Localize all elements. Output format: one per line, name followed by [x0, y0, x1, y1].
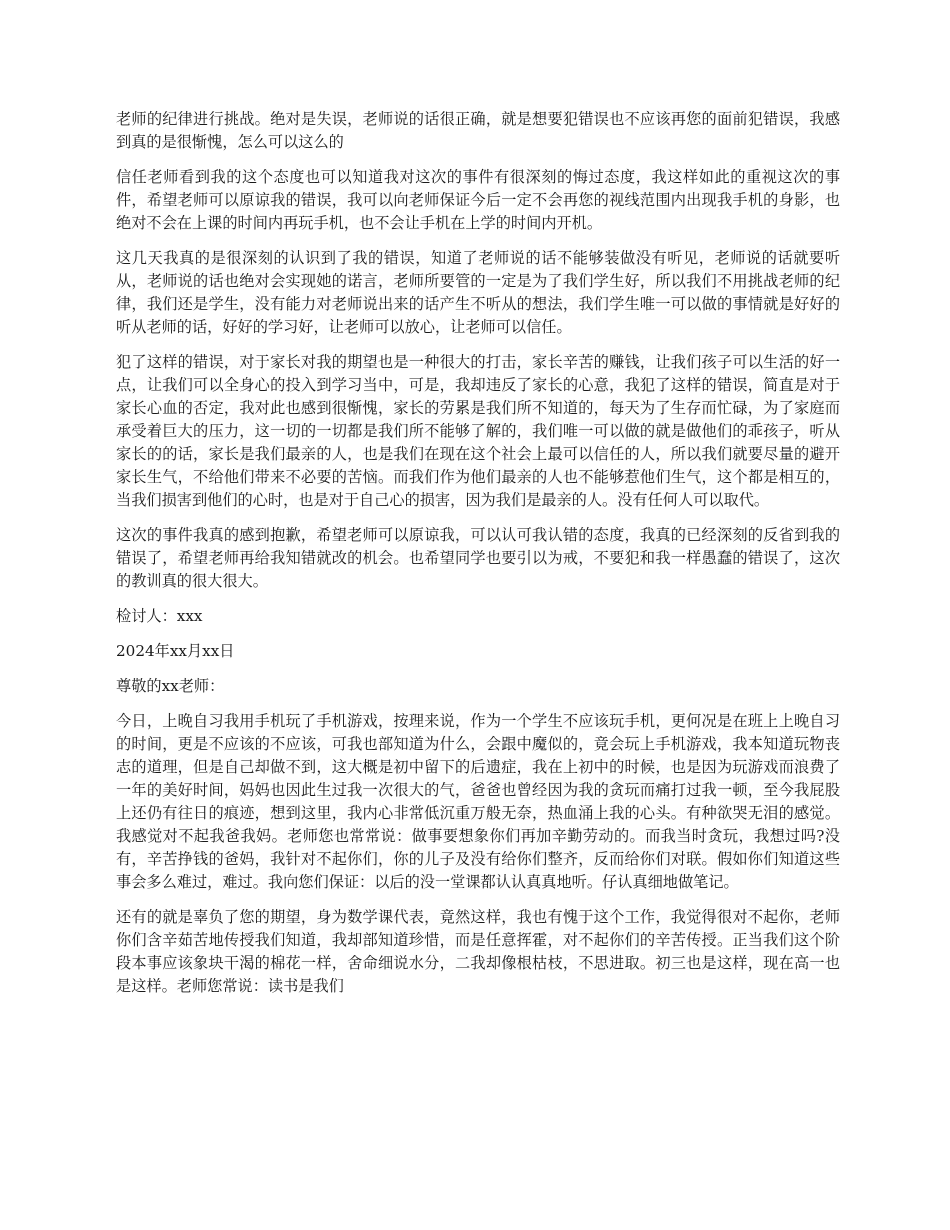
paragraph-sorry: 这次的事件我真的感到抱歉，希望老师可以原谅我，可以认可我认错的态度，我真的已经深刻的反省到我的错误了，希望老师再给我知错就改的机会。也希望同学也要引以为戒，不要犯和我一样愚蠢的错误了，这次的教训真的很大很大。 — [116, 526, 840, 590]
salutation: 尊敬的xx老师： — [116, 677, 225, 695]
signature-line: 检讨人：xxx — [116, 607, 203, 625]
paragraph-expectations: 还有的就是辜负了您的期望，身为数学课代表，竟然这样，我也有愧于这个工作，我觉得很对不起你，老师你们含辛茹苦地传授我们知道，我却部知道珍惜，而是任意挥霍，对不起你们的辛苦传授。正当我们这个阶段本事应该象块干渴的棉花一样，舍命细说水分，二我却像根枯枝，不思进取。初三也是这样，现在高一也是这样。老师您常说：读书是我们 — [116, 908, 840, 995]
paragraph-trust: 信任老师看到我的这个态度也可以知道我对这次的事件有很深刻的悔过态度，我这样如此的重视这次的事件，希望老师可以原谅我的错误，我可以向老师保证今后一定不会再您的视线范围内出现我手机的身影，也绝对不会在上课的时间内再玩手机，也不会让手机在上学的时间内开机。 — [116, 168, 840, 232]
date-line: 2024年xx月xx日 — [116, 642, 235, 660]
paragraph-parents: 犯了这样的错误，对于家长对我的期望也是一种很大的打击，家长辛苦的赚钱，让我们孩子可以生活的好一点，让我们可以全身心的投入到学习当中，可是，我却违反了家长的心意，我犯了这样的错误，简直是对于家长心血的否定，我对此也感到很惭愧，家长的劳累是我们所不知道的，每天为了生存而忙碌，为了家庭而承受着巨大的压力，这一切的一切都是我们所不能够了解的，我们唯一可以做的就是做他们的乖孩子，听从家长的的话，家长是我们最亲的人，也是我们在现在这个社会上最可以信任的人，所以我们就要尽量的避开家长生气，不给他们带来不必要的苦恼。而我们作为他们最亲的人也不能够惹他们生气，这个都是相互的，当我们损害到他们的心时，也是对于自己心的损害，因为我们是最亲的人。没有任何人可以取代。 — [116, 353, 840, 509]
document-body — [116, 108, 840, 1010]
paragraph-recognition: 这几天我真的是很深刻的认识到了我的错误，知道了老师说的话不能够装做没有听见，老师说的话就要听从，老师说的话也绝对会实现她的诺言，老师所要管的一定是为了我们学生好，所以我们不用挑战老师的纪律，我们还是学生，没有能力对老师说出来的话产生不听从的想法，我们学生唯一可以做的事情就是好好的听从老师的话，好好的学习好，让老师可以放心，让老师可以信任。 — [116, 249, 840, 336]
paragraph-apology-intro: 老师的纪律进行挑战。绝对是失误，老师说的话很正确，就是想要犯错误也不应该再您的面前犯错误，我感到真的是很惭愧，怎么可以这么的 — [116, 110, 840, 151]
paragraph-phone-game: 今日，上晚自习我用手机玩了手机游戏，按理来说，作为一个学生不应该玩手机，更何况是在班上上晚自习的时间，更是不应该的不应该，可我也部知道为什么，会跟中魔似的，竟会玩上手机游戏，我本知道玩物丧志的道理，但是自己却做不到，这大概是初中留下的后遗症，我在上初中的时候，也是因为玩游戏而浪费了一年的美好时间，妈妈也因此生过我一次很大的气，爸爸也曾经因为我的贪玩而痛打过我一顿，至今我屁股上还仍有往日的痕迹，想到这里，我内心非常低沉重万般无奈，热血涌上我的心头。有种欲哭无泪的感觉。我感觉对不起我爸我妈。老师您也常常说：做事要想象你们再加辛勤劳动的。而我当时贪玩，我想过吗?没有，辛苦挣钱的爸妈，我针对不起你们，你的儿子及没有给你们整齐，反而给你们对联。假如你们知道这些事会多么难过，难过。我向您们保证：以后的没一堂课都认认真真地听。仔认真细地做笔记。 — [116, 712, 840, 891]
